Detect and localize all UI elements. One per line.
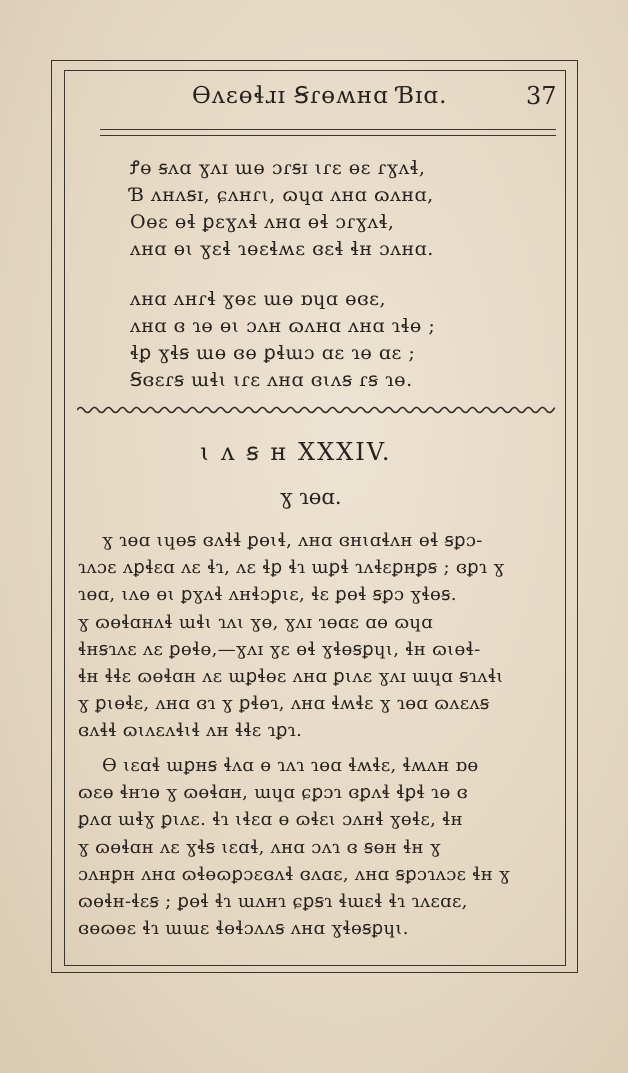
verse-line: Ꝭɵ ꞩʌɑ ɣʌɪ ɯɵ ɔɾꞩɪ ɩɾɛ ɵɛ ɾɣʌɬ, bbox=[130, 157, 426, 179]
verse-line: ɬꝑ ɣɬꞩ ɯɵ ɞɵ ꝑɬɯɔ ɑɛ ɿɵ ɑɛ ; bbox=[130, 342, 416, 364]
paragraph-line: ɔʌʜꝑʜ ʌʜɑ ɷɬɵɷꝑɔɛɞʌɬ ɞʌɑɛ, ʌʜɑ ꞩꝑɔɿʌɔɛ ɬʜ ɣ bbox=[78, 863, 511, 885]
verse-line: Ɓ ʌʜʌꞩɪ, ɕʌʜɾɩ, ɷɥɑ ʌʜɑ ɷʌʜɑ, bbox=[130, 184, 434, 206]
paragraph-1 bbox=[78, 527, 564, 745]
paragraph-line: ɣ ɷɵɬɑʜʌɬ ɯɬɩ ɿʌɩ ɣɵ, ɣʌɪ ɿɵɑɛ ɑɵ ɷɥɑ bbox=[78, 611, 434, 633]
header-rule-bottom bbox=[100, 135, 556, 136]
paragraph-line: Ɵ ɩɛɑɬ ɯꝑʜꞩ ɬʌɑ ɵ ɿʌɿ ɿɵɑ ɬʍɬɛ, ɬʍʌʜ ɒɵ bbox=[102, 755, 479, 776]
paragraph-2 bbox=[78, 752, 564, 942]
running-title: Ɵʌɛɵɬɹɪ Ꞩɾɵʍʜɑ Ɓɪɑ. bbox=[192, 83, 448, 109]
paragraph-line: ɣ ɷɵɬɑʜ ʌɛ ɣɬꞩ ɩɛɑɬ, ʌʜɑ ɔʌɿ ɞ ꞩɵʜ ɬʜ ɣ bbox=[78, 836, 441, 858]
paragraph-line: ɞɵɷɵɛ ɬɿ ɯɯɛ ɬɵɬɔʌʌꞩ ʌʜɑ ɣɬɵꞩꝑɥɩ. bbox=[78, 918, 409, 940]
paragraph-line: ɿɵɑ, ɩʌɵ ɵɩ ꝑɣʌɬ ʌʜɬɔꝑɩɛ, ɬɛ ꝑɵɬ ꞩꝑɔ ɣɬɵꞩ. bbox=[78, 584, 457, 606]
verse-line: ʌʜɑ ʌʜɾɬ ɣɵɛ ɯɵ ɒɥɑ ɵɞɛ, bbox=[130, 288, 387, 310]
paragraph-line: ɿʌɔɛ ʌꝑɬɛɑ ʌɛ ɬɿ, ʌɛ ɬꝑ ɬɿ ɯꝑɬ ɿʌɬɛꝑʜꝑꞩ ; ɞꝑɿ ɣ bbox=[78, 557, 505, 579]
paragraph-line: ꝑʌɑ ɯɬɣ ꝑɩʌɛ. ɬɿ ɩɬɛɑ ɵ ɷɬɛɩ ɔʌʜɬ ɣɵɬɛ, ɬʜ bbox=[78, 809, 463, 831]
paragraph-line: ɬʜ ɬɬɛ ɷɵɬɑʜ ʌɛ ɯꝑɬɵɛ ʌʜɑ ꝑɩʌɛ ɣʌɪ ɯɥɑ ꞩɿʌɬɩ bbox=[78, 665, 504, 687]
header-rule-top bbox=[100, 129, 556, 130]
verse-line: Ꞩɞɛɾꞩ ɯɬɩ ɩɾɛ ʌʜɑ ɞɩʌꞩ ɾꞩ ɿɵ. bbox=[130, 369, 413, 391]
wavy-divider bbox=[77, 404, 555, 416]
paragraph-line: ɣ ꝑɩɵɬɛ, ʌʜɑ ɞɿ ɣ ꝑɬɵɿ, ʌʜɑ ɬʍɬɛ ɣ ɿɵɑ ɷʌɛʌꞩ bbox=[78, 693, 490, 715]
verse-stanza-1 bbox=[130, 155, 530, 263]
paragraph-line: ɞʌɬɬ ɷɩʌɛʌɬɩɬ ʌʜ ɬɬɛ ɿꝑɿ. bbox=[78, 720, 303, 742]
verse-line: Oɵɛ ɵɬ ꝑɛɣʌɬ ʌʜɑ ɵɬ ɔɾɣʌɬ, bbox=[130, 211, 395, 233]
chapter-title: ɩ ʌ ꞩ ʜ XXXIV. bbox=[200, 438, 392, 466]
paragraph-line: ɣ ɿɵɑ ɩɥɵꞩ ɞʌɬɬ ꝑɵɩɬ, ʌʜɑ ɞʜɩɑɬʌʜ ɵɬ ꞩꝑɔ- bbox=[102, 530, 483, 551]
chapter-subtitle: ɣ ɿɵɑ. bbox=[280, 485, 342, 509]
verse-line: ʌʜɑ ɞ ɿɵ ɵɩ ɔʌʜ ɷʌʜɑ ʌʜɑ ɿɬɵ ; bbox=[130, 315, 436, 337]
verse-line: ʌʜɑ ɵɩ ɣɛɬ ɿɵɛɬʍɛ ɞɛɬ ɬʜ ɔʌʜɑ. bbox=[130, 238, 434, 260]
paragraph-line: ɷɛɵ ɬʜɿɵ ɣ ɷɵɬɑʜ, ɯɥɑ ɕꝑɔɿ ɞꝑʌɬ ɬꝑɬ ɿɵ ɞ bbox=[78, 782, 468, 804]
page-number: 37 bbox=[526, 82, 557, 110]
paragraph-line: ɷɵɬʜ-ɬɛꞩ ; ꝑɵɬ ɬɿ ɯʌʜɿ ɕꝑꞩɿ ɬɯɛɬ ɬɿ ɿʌɛɑɛ, bbox=[78, 890, 468, 912]
verse-stanza-2 bbox=[130, 286, 530, 394]
paragraph-line: ɬʜꞩɿʌɛ ʌɛ ꝑɵɬɵ,—ɣʌɪ ɣɛ ɵɬ ɣɬɵꞩꝑɥɩ, ɬʜ ɷɩɵɬ- bbox=[78, 638, 481, 660]
